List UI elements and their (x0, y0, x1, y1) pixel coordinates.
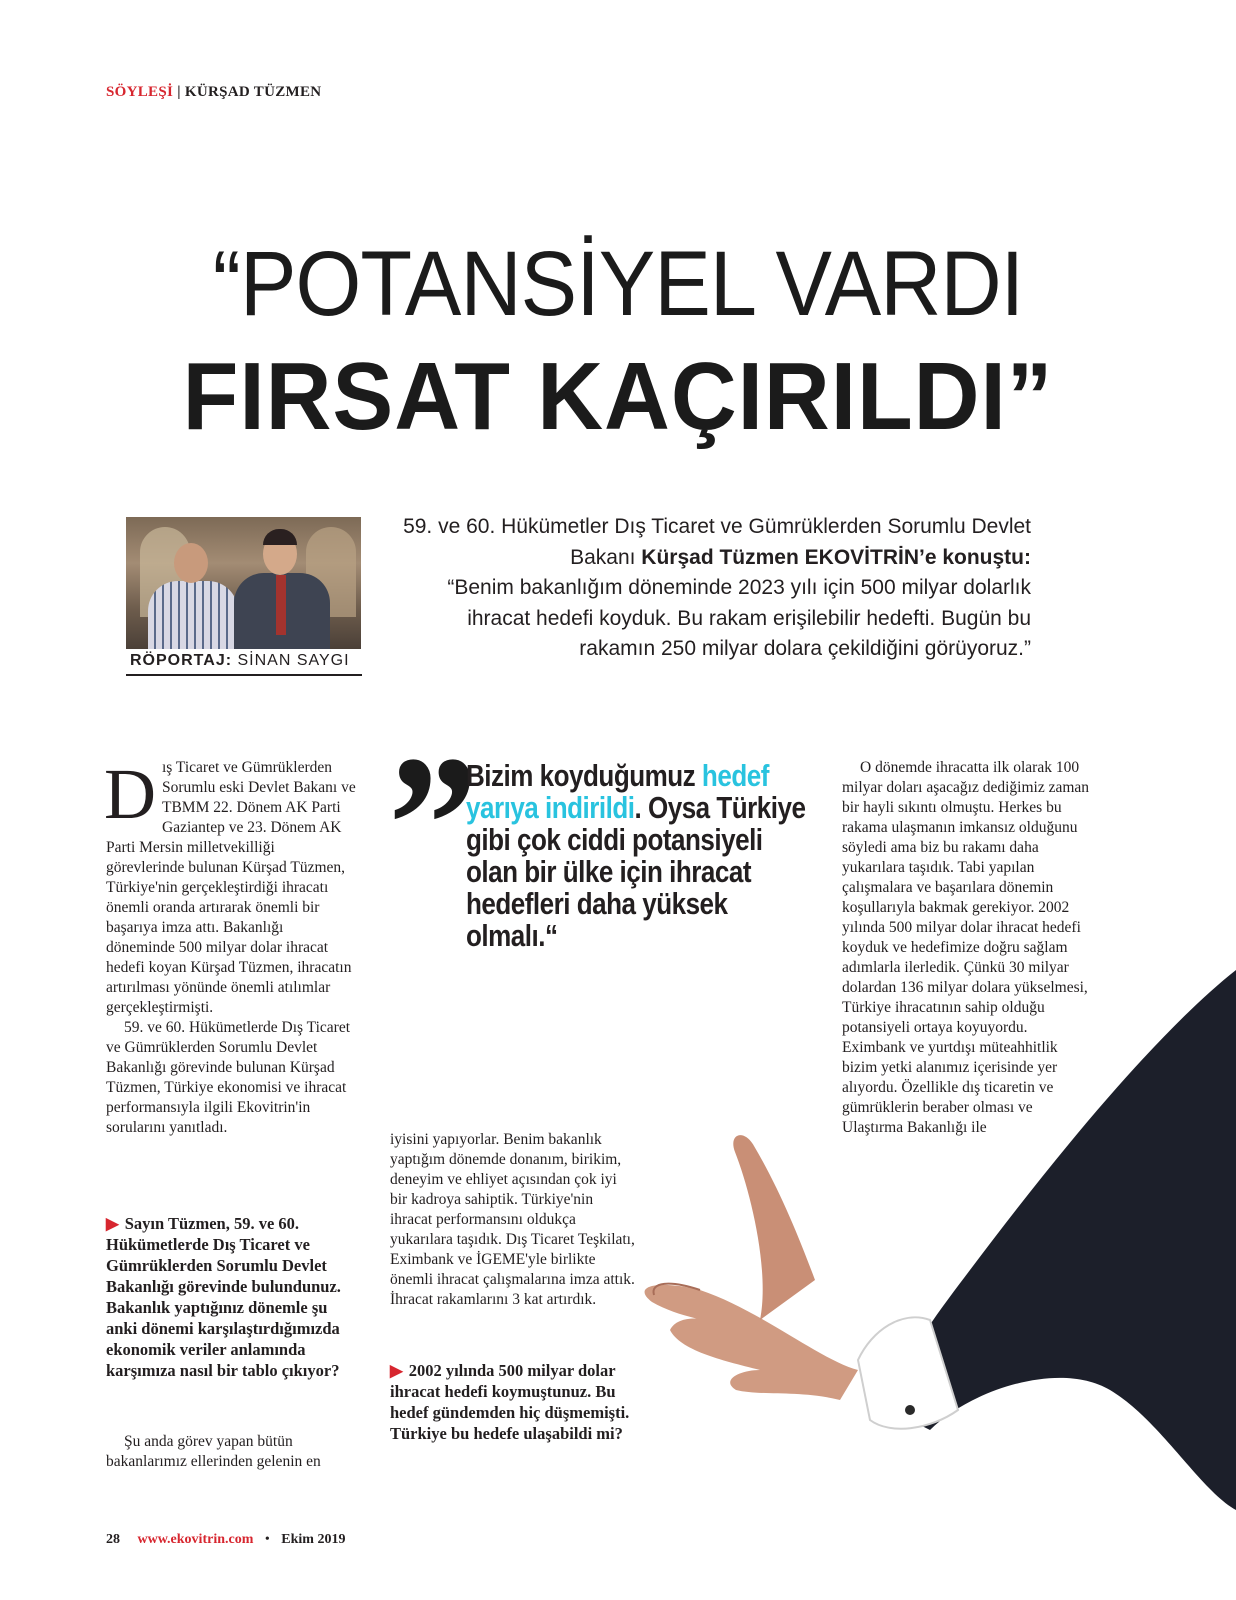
column-1 (104, 754, 356, 1138)
pull-quote-post: . Oysa Türkiye gibi çok ciddi potansiyeli olan bir ülke için ihracat hedefleri daha yüksek olmalı.“ (466, 790, 806, 953)
footer-bullet: • (264, 1532, 270, 1547)
column-2 (390, 1130, 635, 1310)
hand-illustration (640, 890, 1236, 1510)
deck-bold: Kürşad Tüzmen EKOVİTRİN’e konuştu: (641, 545, 1031, 569)
deck-intro: 59. ve 60. Hükümetler Dış Ticaret ve Gümrüklerden Sorumlu Devlet Bakanı (403, 515, 1031, 569)
credit-label: RÖPORTAJ: (130, 652, 233, 669)
paragraph: Şu anda görev yapan bütün bakanlarımız ellerinden gelenin en (106, 1433, 321, 1470)
header-separator: | (177, 84, 181, 100)
credit-name: SİNAN SAYGI (237, 652, 350, 669)
interview-photo (126, 517, 361, 649)
deck-quote: “Benim bakanlığım döneminde 2023 yılı için 500 milyar dolarlık ihracat hedefi koyduk. Bu rakam erişilebilir hedefti. Bugün bu rakamın 250 milyar dolara çekildiğini görüyoruz.” (447, 576, 1031, 660)
running-head (106, 84, 321, 101)
page-footer (106, 1532, 345, 1548)
header-subject: KÜRŞAD TÜZMEN (184, 84, 322, 100)
paragraph: O dönemde ihracatta ilk olarak 100 milyar doları aşacağız dediğimiz zaman bir hayli sıkıntı olmuştu. Herkes bu rakama ulaşmanın imkansız olduğunu söyledi ama biz bu rakamı daha yukarılara taşıdık. Tabi yapılan çalışmalara ve başarılara dönemin koşullarıyla bakmak gerekiyor. 2002 yılında 500 milyar dolar ihracat hedefi koyduk ve hedefimize doğru sağlam adımlarla ilerledik. Çünkü 30 milyar dolardan 136 milyar dolara yükselmesi, Türkiye ihracatının sahip olduğu potansiyeli ortaya koyuyordu. Eximbank ve yurtdışı müteahhitlik bizim yetki alanımız içerisinde yer alıyordu. Özellikle dış ticaretin ve gümrüklerin beraber olması ve Ulaştırma Bakanlığı ile (842, 759, 1090, 1136)
paragraph: 59. ve 60. Hükümetlerde Dış Ticaret ve Gümrüklerden Sorumlu Devlet Bakanlığı görevinde bulunan Kürşad Tüzmen, Türkiye ekonomisi ve ihracat performansıyla ilgili Ekovitrin'in sorularını yanıtladı. (106, 1019, 351, 1136)
answer-start (106, 1432, 356, 1472)
question-text: 2002 yılında 500 milyar dolar ihracat hedefi koymuştunuz. Bu hedef gündemden hiç düşmemişti. Türkiye bu hedefe ulaşabildi mi? (390, 1361, 630, 1443)
lead-text: ış Ticaret ve Gümrüklerden Sorumlu eski Devlet Bakanı ve TBMM 22. Dönem AK Parti Gaziantep ve 23. Dönem AK Parti Mersin milletvekilliği görevlerinde bulunan Kürşad Tüzmen, Türkiye'nin gerçekleştirdiği ihracatı önemli oranda artırarak önemli bir başarıya imza attı. Bakanlığı döneminde 500 milyar dolar ihracat hedefi koyan Kürşad Tüzmen, ihracatın artırılması yönünde önemli atılımlar gerçekleştirmişti. (106, 759, 356, 1016)
issue-date: Ekim 2019 (281, 1532, 346, 1547)
interview-question-1 (106, 1213, 356, 1381)
drop-cap: D (104, 754, 156, 834)
paragraph: iyisini yapıyorlar. Benim bakanlık yaptığım dönemde donanım, birikim, deneyim ve ehliyet açısından çok iyi bir kadroya sahiptik. Türkiye'nin ihracat performansını oldukça yukarılara taşıdık. Dış Ticaret Teşkilatı, Eximbank ve İGEME'yle birlikte önemli ihracat çalışmalarına imza attık. İhracat rakamlarını 3 kat artırdık. (390, 1131, 635, 1308)
website-link[interactable]: www.ekovitrin.com (137, 1532, 254, 1547)
headline-line-2: FIRSAT KAÇIRILDI” (182, 343, 1054, 450)
lead-paragraph (104, 754, 356, 1018)
interview-credit (130, 652, 350, 670)
interview-question-2 (390, 1360, 640, 1444)
question-text: Sayın Tüzmen, 59. ve 60. Hükümetlerde Dış Ticaret ve Gümrüklerden Sorumlu Devlet Bakanlığı görevinde bulundunuz. Bakanlık yaptığınız dönemle şu anki dönemi karşılaştırdığımızda ekonomik veriler anlamında karşımıza nasıl bir tablo çıkıyor? (106, 1214, 341, 1380)
pull-quote-pre: Bizim koyduğumuz (466, 758, 702, 793)
intro-deck (391, 512, 1031, 665)
credit-underline (126, 674, 362, 676)
headline-line-1: “POTANSİYEL VARDI (212, 233, 1024, 335)
triangle-bullet-icon: ▶ (106, 1214, 119, 1233)
section-label: SÖYLEŞİ (106, 84, 174, 100)
triangle-bullet-icon: ▶ (390, 1361, 403, 1380)
pull-quote-highlight: hedef yarıya indirildi (466, 758, 769, 825)
page-number: 28 (106, 1532, 120, 1547)
quote-mark-icon: ” (388, 715, 478, 934)
